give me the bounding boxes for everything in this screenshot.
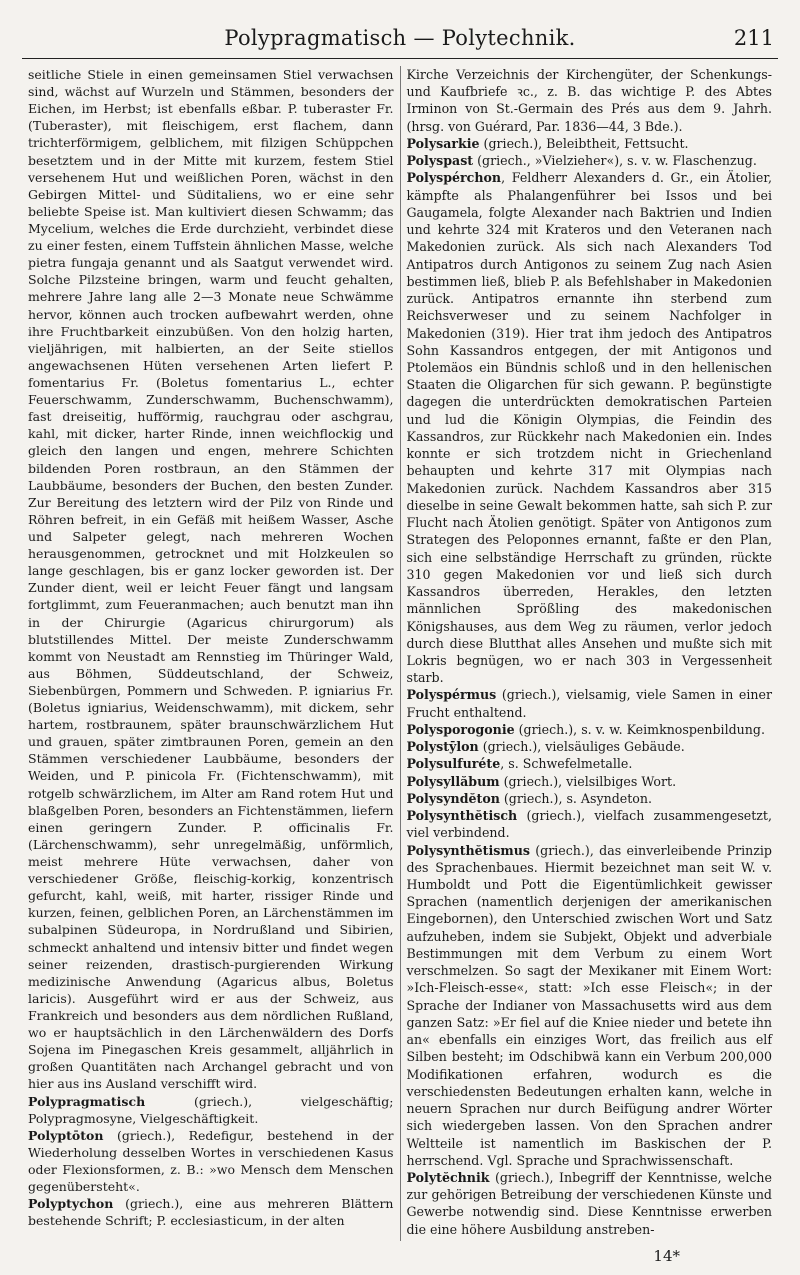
entry-polysyndeton (407, 790, 773, 807)
entry-text: (griech.), Beleibtheit, Fettsucht. (479, 135, 689, 151)
headword: Polysyndĕton (406, 790, 500, 806)
entry-polysulfurete (407, 755, 773, 772)
page-number: 211 (733, 26, 774, 50)
entry-polysarkie (407, 135, 773, 152)
headword: Polyspérchon (406, 170, 502, 186)
headword: Polystȳlon (406, 739, 479, 755)
entry-polyptoton (28, 1127, 394, 1195)
entry-text: (griech.), vielsamig, viele Samen in einer Frucht enthaltend. (406, 687, 772, 720)
headword: Polypragmatisch (28, 1093, 146, 1109)
entry-polypragmatisch (28, 1093, 394, 1127)
entry-text: , Feldherr Alexanders d. Gr., ein Ätolier, kämpfte als Phalangenführer bei Issos und bei Gaugamela, folgte Alexander nach Baktrien und Indien und kehrte 324 mit Krateros und den Veteranen nach Makedonien zurück. Als sich nach Alexanders Tod Antipatros durch Antigonos zu seinem Zug nach Asien bestimmen ließ, blieb P. als Befehlshaber in Makedonien zurück. Antipatros ernannte ihn sterbend zum Reichsverweser und zu seinem Nachfolger in Makedonien (319). Hier trat ihm jedoch des Antipatros Sohn Kassandros entgegen, der mit Antigonos und Ptolemäos ein Bündnis schloß und in den hellenischen Staaten die Oligarchen für sich gewann. P. begünstigte dagegen die unterdrückten demokratischen Parteien und lud die Königin Olympias, die Feindin des Kassandros, zur Rückkehr nach Makedonien ein. Indes konnte er sich trotzdem nicht in Griechenland behaupten und kehrte 317 mit Olympias nach Makedonien zurück. Nachdem Kassandros aber 315 dieselbe in seine Gewalt bekommen hatte, sah sich P. zur Flucht nach Ätolien genötigt. Später von Antigonos zum Strategen des Peloponnes ernannt, faßte er den Plan, sich eine selbständige Herrschaft zu gründen, rückte 310 gegen Makedonien vor und ließ sich durch Kassandros überreden, Herakles, den letzten männlichen Sprößling des makedonischen Königshauses, aus dem Weg zu räumen, verlor jedoch durch diese Blutthat alles Ansehen und mußte sich mit Lokris begnügen, wo er nach 303 in Vergessenheit starb. (406, 170, 772, 686)
entry-text: (griech.), vielgeschäftig; Polypragmosyne, Vielgeschäftigkeit. (28, 1093, 394, 1126)
headword: Polyptōton (28, 1127, 104, 1143)
page-header (22, 22, 778, 59)
entry-text: (griech.), Inbegriff der Kenntnisse, welche zur gehörigen Betreibung der verschiedenen Künste und Gewerbe notwendig sind. Diese Kenntnisse erwerben die eine höhere Ausbildung anstreben- (406, 1170, 772, 1237)
headword: Polytĕchnik (406, 1170, 490, 1185)
signature-mark: 14* (653, 1247, 680, 1265)
left-column (22, 66, 400, 1241)
headword: Polysynthĕtismus (406, 842, 530, 858)
entry-continuation: Kirche Verzeichnis der Kirchengüter, der Schenkungs- und Kaufbriefe ꝛc., z. B. das wichtige P. des Abtes Irminon von St.-Germain des Prés aus dem 9. Jahrh. (hrsg. von Guérard, Par. 1836—44, 3 Bde.). (406, 67, 772, 134)
headword: Polyspérmus (406, 687, 497, 703)
entry-text: (griech., »Vielzieher«), s. v. w. Flaschenzug. (473, 153, 757, 169)
headword: Polysynthĕtisch (406, 808, 518, 824)
entry-text: , s. Schwefelmetalle. (500, 756, 633, 772)
entry-text: (griech.), s. v. w. Keimknospenbildung. (514, 721, 765, 737)
entry-polysynthetisch (407, 807, 773, 841)
entry-polytechnik (407, 1169, 773, 1238)
entry-polysporogonie (407, 721, 773, 738)
entry-polystylon (407, 738, 773, 755)
headword: Polysporogonie (406, 721, 515, 737)
headword: Polyspast (406, 153, 474, 169)
entry-continuation: seitliche Stiele in einen gemeinsamen Stiel verwachsen sind, wächst auf Wurzeln und Stämmen, besonders der Eichen, im Herbst; ist ebenfalls eßbar. P. tuberaster Fr. (Tuberaster), mit fleischigem, erst flachem, dann trichterförmigem, gelblichem, mit filzigen Schüppchen besetztem und in der Mitte mit kurzem, festem Stiel versehenem Hut und weißlichen Poren, wächst in den Gebirgen Mittel- und Süditaliens, wo er eine sehr beliebte Speise ist. Man kultiviert diesen Schwamm; das Mycelium, welches die Erde durchzieht, verbindet diese zu einer festen, einem Tuffstein ähnlichen Masse, welche pietra fungaja genannt und als Saatgut verwendet wird. Solche Pilzsteine bringen, warm und feucht gehalten, mehrere Jahre lang alle 2—3 Monate neue Schwämme hervor, können auch trocken aufbewahrt werden, ohne ihre Fruchtbarkeit einzubüßen. Von den holzig harten, vieljährigen, mit halbierten, an der Seite stiellos angewachsenen Hüten versehenen Arten liefert P. fomentarius Fr. (Boletus fomentarius L., echter Feuerschwamm, Zunderschwamm, Buchenschwamm), fast dreiseitig, hufförmig, rauchgrau oder aschgrau, kahl, mit dicker, harter Rinde, innen weichflockig und gleich den langen und engen, mehrere Schichten bildenden Poren rostbraun, an den Stämmen der Laubbäume, besonders der Buchen, den besten Zunder. Zur Bereitung des letztern wird der Pilz von Rinde und Röhren befreit, in ein Gefäß mit heißem Wasser, Asche und Salpeter gelegt, nach mehreren Wochen herausgenommen, getrocknet und mit Holzkeulen so lange geschlagen, bis er ganz locker geworden ist. Der Zunder dient, weil er leicht Feuer fängt und langsam fortglimmt, zum Feueranmachen; auch benutzt man ihn in der Chirurgie (Agaricus chirurgorum) als blutstillendes Mittel. Der meiste Zunderschwamm kommt von Neustadt am Rennstieg im Thüringer Wald, aus Böhmen, Süddeutschland, der Schweiz, Siebenbürgen, Pommern und Schweden. P. igniarius Fr. (Boletus igniarius, Weidenschwamm), mit dickem, sehr hartem, rostbraunem, später braunschwärzlichem Hut und grauen, später zimtbraunen Poren, gemein an den Stämmen verschiedener Laubbäume, besonders der Weiden, und P. pinicola Fr. (Fichtenschwamm), mit rotgelb schwärzlichem, im Alter am Rand rotem Hut und blaßgelben Poren, besonders an Fichtenstämmen, liefern einen geringern Zunder. P. officinalis Fr. (Lärchenschwamm), sehr unregelmäßig, unförmlich, meist mehrere Hüte verwachsen, daher von verschiedener Größe, fleischig-korkig, konzentrisch gefurcht, kahl, weiß, mit harter, rissiger Rinde und kurzen, feinen, gelblichen Poren, an Lärchenstämmen im subalpinen Südeuropa, in Nordrußland und Sibirien, schmeckt anhaltend und intensiv bitter und findet wegen seiner reizenden, drastisch-purgierenden Wirkung medizinische Anwendung (Agaricus albus, Boletus laricis). Ausgeführt wird er aus der Schweiz, aus Frankreich und besonders aus dem nördlichen Rußland, wo er hauptsächlich in den Lärchenwäldern des Dorfs Sojena im Pinegaschen Kreis gesammelt, alljährlich in großen Quantitäten nach Archangel gebracht und von hier aus ins Ausland verschifft wird. (28, 67, 394, 1092)
entry-text: (griech.), eine aus mehreren Blättern bestehende Schrift; P. ecclesiasticum, in der alten (28, 1196, 394, 1229)
headword: Polysyllăbum (406, 773, 500, 789)
headword: Polysarkie (406, 135, 480, 151)
text-columns (22, 66, 778, 1241)
headword: Polyptychon (28, 1196, 114, 1212)
entry-text: (griech.), vielsilbiges Wort. (499, 773, 677, 789)
entry-polyspermus (407, 686, 773, 720)
right-column (400, 66, 779, 1241)
entry-text: (griech.), Redefigur, bestehend in der Wiederholung desselben Wortes in verschiedenen Kasus oder Flexionsformen, z. B.: »wo Mensch dem Menschen gegenübersteht«. (28, 1127, 394, 1195)
entry-polysynthetismus (407, 842, 773, 1169)
entry-text: (griech.), s. Asyndeton. (499, 790, 652, 806)
headword: Polysulfuréte (406, 756, 501, 772)
entry-text: (griech.), vielsäuliges Gebäude. (478, 739, 685, 755)
entry-polyspast (407, 152, 773, 169)
entry-polyspérchon (407, 169, 773, 686)
entry-text: (griech.), das einverleibende Prinzip des Sprachenbaues. Hiermit bezeichnet man seit W. v. Humboldt und Pott die Eigentümlichkeit gewisser Sprachen (namentlich derjenigen der amerikanischen Eingebornen), den Unterschied zwischen Wort und Satz aufzuheben, indem sie Subjekt, Objekt und adverbiale Bestimmungen mit dem Verbum zu einem Wort verschmelzen. So sagt der Mexikaner mit Einem Wort: »Ich-Fleisch-esse«, statt: »Ich esse Fleisch«; in der Sprache der Indianer von Massachusetts wird aus dem ganzen Satz: »Er fiel auf die Kniee nieder und betete ihn an« ebenfalls ein einziges Wort, das freilich aus elf Silben besteht; im Odschibwä kann ein Verbum 200,000 Modifikationen erfahren, wodurch es die verschiedensten Bedeutungen erhalten kann, welche in neuern Sprachen nur durch Beifügung andrer Wörter sich wiedergeben lassen. Von den Sprachen andrer Weltteile ist namentlich im Baskischen der P. herrschend. Vgl. Sprache und Sprachwissenschaft. (406, 842, 772, 1168)
entry-polysyllabum (407, 773, 773, 790)
running-title: Polypragmatisch — Polytechnik. (224, 26, 576, 50)
entry-text: (griech.), vielfach zusammengesetzt, viel verbindend. (406, 808, 772, 841)
entry-polyptychon (28, 1195, 394, 1229)
